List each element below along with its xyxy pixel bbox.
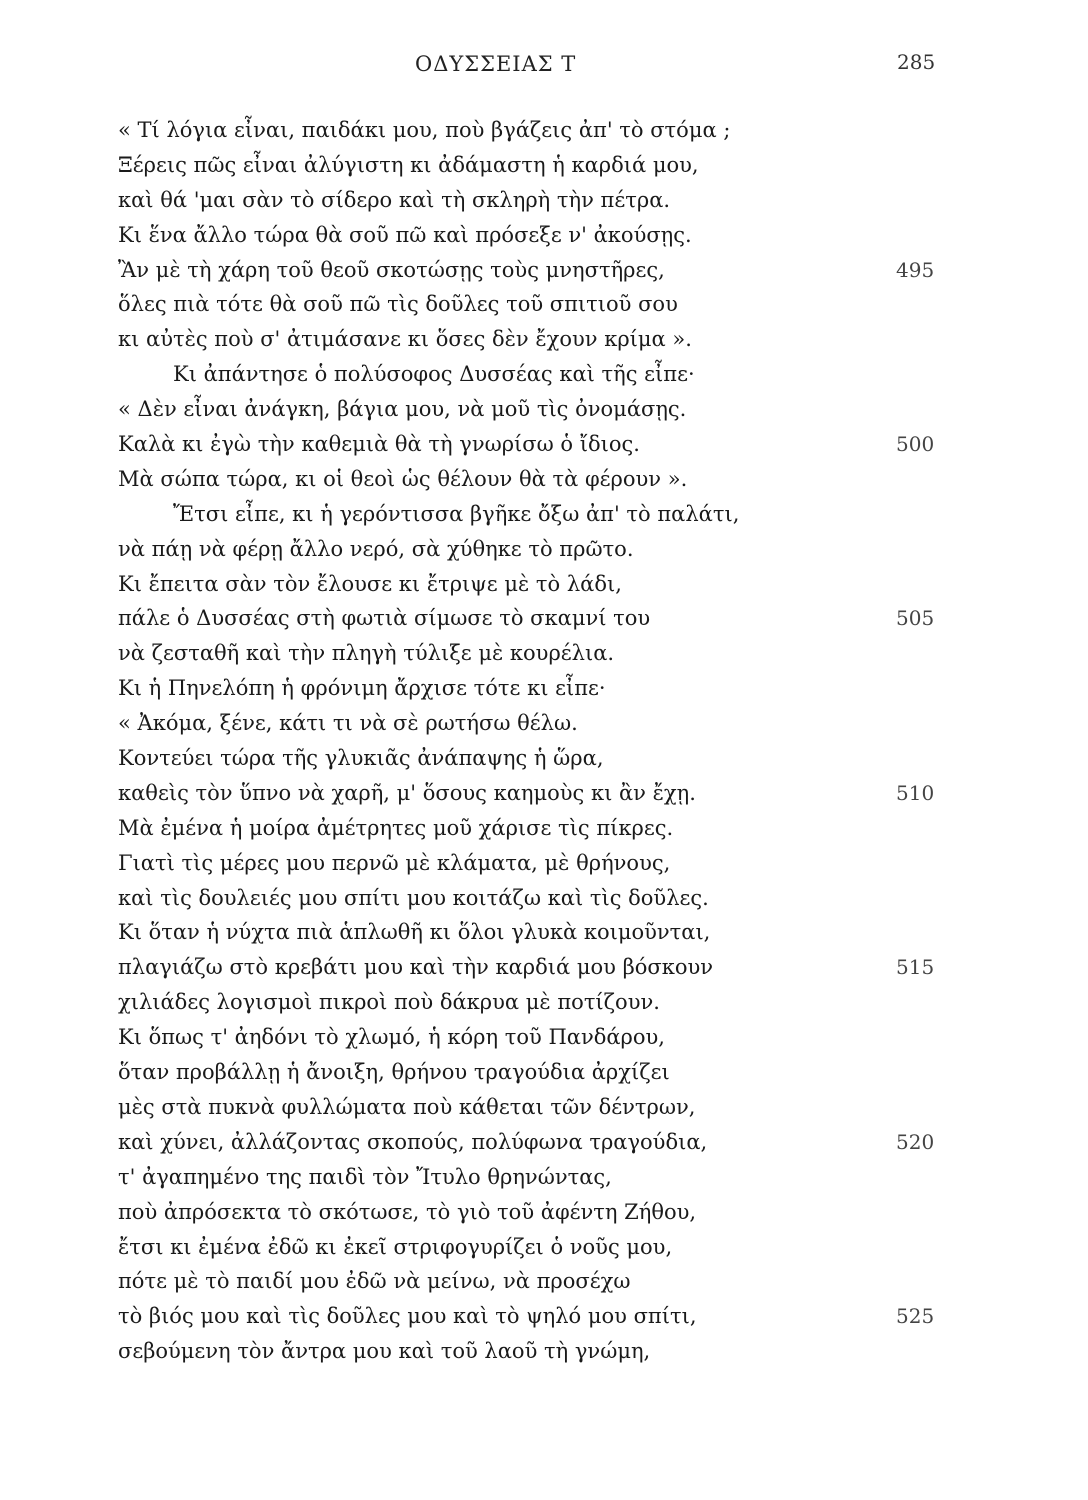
verse-text: « Δὲν εἶναι ἀνάγκη, βάγια μου, νὰ μοῦ τὶς ὀνομάσῃς.	[118, 397, 687, 422]
line-number: 525	[896, 1304, 935, 1329]
verse-line	[108, 497, 968, 532]
verse-text: Μὰ σώπα τώρα, κι οἱ θεοὶ ὡς θέλουν θὰ τὰ φέρουν ».	[118, 466, 688, 491]
verse-text: πλαγιάζω στὸ κρεβάτι μου καὶ τὴν καρδιά μου βόσκουν	[118, 955, 714, 980]
verse-line	[108, 985, 968, 1020]
verse-text: Ξέρεις πῶς εἶναι ἀλύγιστη κι ἀδάμαστη ἡ καρδιά μου,	[118, 152, 699, 177]
verse-text: ἔτσι κι ἐμένα ἐδῶ κι ἐκεῖ στριφογυρίζει ὁ νοῦς μου,	[118, 1234, 673, 1259]
verse-line	[108, 183, 968, 218]
verse-line	[108, 462, 968, 497]
verse-line	[108, 1055, 968, 1090]
verse-text: ὅταν προβάλλῃ ἡ ἄνοιξη, θρήνου τραγούδια ἀρχίζει	[118, 1060, 670, 1085]
verse-text: πότε μὲ τὸ παιδί μου ἐδῶ νὰ μείνω, νὰ προσέχω	[118, 1269, 631, 1294]
verse-line	[108, 1299, 968, 1334]
line-number: 500	[896, 432, 935, 457]
verse-text: « Ἀκόμα, ξένε, κάτι τι νὰ σὲ ρωτήσω θέλω.	[118, 711, 578, 736]
page-number: 285	[897, 50, 936, 74]
verse-line	[108, 776, 968, 811]
running-title: ΟΔΥΣΣΕΙΑΣ Τ	[415, 52, 577, 76]
verse-text: πάλε ὁ Δυσσέας στὴ φωτιὰ σίμωσε τὸ σκαμνί του	[118, 606, 651, 631]
verse-line	[108, 357, 968, 392]
verse-line	[108, 950, 968, 985]
verse-text: καὶ θά 'μαι σὰν τὸ σίδερο καὶ τὴ σκληρὴ τὴν πέτρα.	[118, 187, 671, 212]
verse-text: Κι ἕνα ἄλλο τώρα θὰ σοῦ πῶ καὶ πρόσεξε ν' ἀκούσῃς.	[118, 222, 692, 247]
verse-text: Μὰ ἐμένα ἡ μοίρα ἀμέτρητες μοῦ χάρισε τὶς πίκρες.	[118, 815, 674, 840]
verse-line	[108, 1125, 968, 1160]
verse-line	[108, 148, 968, 183]
verse-line	[108, 218, 968, 253]
verse-line	[108, 322, 968, 357]
verse-text: καὶ χύνει, ἀλλάζοντας σκοπούς, πολύφωνα τραγούδια,	[118, 1129, 708, 1154]
verse-line	[108, 1160, 968, 1195]
verse-text: Καλὰ κι ἐγὼ τὴν καθεμιὰ θὰ τὴ γνωρίσω ὁ ἴδιος.	[118, 432, 640, 457]
verse-line	[108, 1230, 968, 1265]
verse-text: Γιατὶ τὶς μέρες μου περνῶ μὲ κλάματα, μὲ θρήνους,	[118, 850, 671, 875]
verse-line	[108, 1334, 968, 1369]
verse-text: μὲς στὰ πυκνὰ φυλλώματα ποὺ κάθεται τῶν δέντρων,	[118, 1094, 696, 1119]
verse-text: ὅλες πιὰ τότε θὰ σοῦ πῶ τὶς δοῦλες τοῦ σπιτιοῦ σου	[118, 292, 678, 317]
verse-text: τὸ βιός μου καὶ τὶς δοῦλες μου καὶ τὸ ψηλό μου σπίτι,	[118, 1304, 697, 1329]
verse-text: ποὺ ἀπρόσεκτα τὸ σκότωσε, τὸ γιὸ τοῦ ἀφέντη Ζήθου,	[118, 1199, 697, 1224]
verse-text: Κοντεύει τώρα τῆς γλυκιᾶς ἀνάπαψης ἡ ὥρα,	[118, 746, 604, 771]
verse-line	[108, 601, 968, 636]
verse-block	[108, 113, 968, 1369]
verse-text: Κι ἔπειτα σὰν τὸν ἔλουσε κι ἔτριψε μὲ τὸ λάδι,	[118, 571, 622, 596]
verse-line	[108, 846, 968, 881]
verse-line	[108, 253, 968, 288]
verse-line	[108, 741, 968, 776]
verse-line	[108, 113, 968, 148]
line-number: 510	[896, 780, 935, 805]
verse-text: χιλιάδες λογισμοὶ πικροὶ ποὺ δάκρυα μὲ ποτίζουν.	[118, 990, 660, 1015]
verse-line	[108, 392, 968, 427]
verse-text: κι αὐτὲς ποὺ σ' ἀτιμάσανε κι ὅσες δὲν ἔχουν κρίμα ».	[118, 327, 692, 352]
verse-line	[108, 1020, 968, 1055]
verse-line	[108, 287, 968, 322]
verse-line	[108, 567, 968, 602]
verse-text: καὶ τὶς δουλειές μου σπίτι μου κοιτάζω καὶ τὶς δοῦλες.	[118, 885, 709, 910]
verse-text: τ' ἀγαπημένο της παιδὶ τὸν Ἴτυλο θρηνώντας,	[118, 1164, 612, 1189]
verse-line	[108, 811, 968, 846]
verse-line	[108, 1195, 968, 1230]
verse-text: Κι ὅταν ἡ νύχτα πιὰ ἁπλωθῆ κι ὅλοι γλυκὰ κοιμοῦνται,	[118, 920, 711, 945]
verse-text: Ἂν μὲ τὴ χάρη τοῦ θεοῦ σκοτώσῃς τοὺς μνηστῆρες,	[118, 257, 665, 282]
verse-line	[108, 1264, 968, 1299]
verse-line	[108, 1090, 968, 1125]
verse-text: Κι ἀπάντησε ὁ πολύσοφος Δυσσέας καὶ τῆς εἶπε·	[173, 362, 695, 387]
verse-line	[108, 706, 968, 741]
verse-text: Κι ὅπως τ' ἀηδόνι τὸ χλωμό, ἡ κόρη τοῦ Πανδάρου,	[118, 1025, 665, 1050]
verse-line	[108, 427, 968, 462]
verse-text: νὰ πάῃ νὰ φέρῃ ἄλλο νερό, σὰ χύθηκε τὸ πρῶτο.	[118, 536, 634, 561]
verse-text: Κι ἡ Πηνελόπη ἡ φρόνιμη ἄρχισε τότε κι εἶπε·	[118, 676, 606, 701]
verse-line	[108, 671, 968, 706]
verse-text: νὰ ζεσταθῆ καὶ τὴν πληγὴ τύλιξε μὲ κουρέλια.	[118, 641, 615, 666]
verse-text: Ἔτσι εἶπε, κι ἡ γερόντισσα βγῆκε ὄξω ἀπ' τὸ παλάτι,	[173, 501, 740, 526]
verse-line	[108, 915, 968, 950]
verse-line	[108, 881, 968, 916]
line-number: 495	[896, 257, 935, 282]
verse-text: σεβούμενη τὸν ἄντρα μου καὶ τοῦ λαοῦ τὴ γνώμη,	[118, 1339, 651, 1364]
line-number: 515	[896, 955, 935, 980]
verse-text: καθεὶς τὸν ὕπνο νὰ χαρῆ, μ' ὅσους καημοὺς κι ἂν ἔχῃ.	[118, 780, 696, 805]
verse-text: « Τί λόγια εἶναι, παιδάκι μου, ποὺ βγάζεις ἀπ' τὸ στόμα ;	[118, 118, 731, 142]
verse-line	[108, 636, 968, 671]
line-number: 505	[896, 606, 935, 631]
line-number: 520	[896, 1129, 935, 1154]
verse-line	[108, 532, 968, 567]
